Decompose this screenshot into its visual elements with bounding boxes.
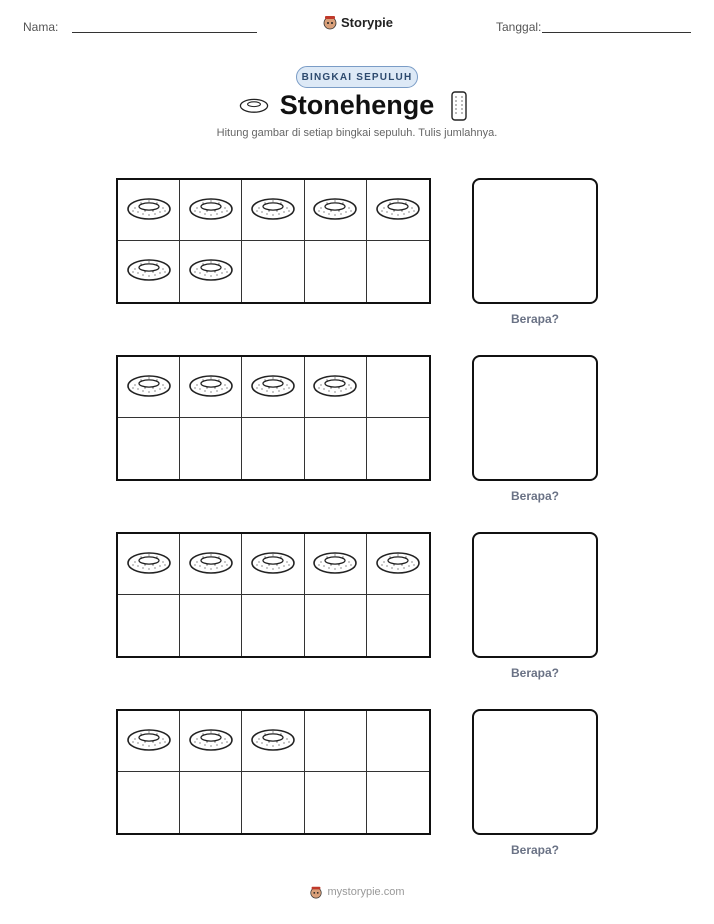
frame-cell — [118, 772, 180, 833]
footer-url: mystorypie.com — [327, 886, 405, 898]
frame-cell — [242, 534, 304, 595]
answer-label-1: Berapa? — [510, 312, 560, 326]
stone-ring-icon — [188, 549, 234, 580]
frame-cell — [242, 418, 304, 479]
frame-cell — [305, 772, 367, 833]
frame-cell — [305, 711, 367, 772]
brand-logo — [322, 14, 393, 30]
instructions: Hitung gambar di setiap bingkai sepuluh. Tulis jumlahnya. — [216, 127, 498, 139]
stone-ring-icon — [126, 372, 172, 403]
frame-cell — [305, 180, 367, 241]
ten-frame-2 — [116, 355, 431, 481]
stone-ring-icon — [188, 726, 234, 757]
frame-cell — [242, 180, 304, 241]
stone-ring-icon — [188, 195, 234, 226]
frame-cell — [305, 534, 367, 595]
frame-cell — [367, 711, 429, 772]
storypie-mascot-icon — [322, 14, 338, 30]
stone-ring-icon — [188, 256, 234, 287]
answer-box-3[interactable] — [472, 532, 598, 658]
page-title: Stonehenge — [279, 90, 435, 120]
stone-ring-icon — [250, 372, 296, 403]
frame-cell — [118, 418, 180, 479]
frame-cell — [305, 241, 367, 302]
frame-cell — [367, 772, 429, 833]
stone-ring-icon — [250, 195, 296, 226]
name-line[interactable] — [72, 32, 257, 33]
frame-cell — [180, 772, 242, 833]
frame-cell — [118, 180, 180, 241]
stone-ring-icon — [126, 549, 172, 580]
frame-cell — [367, 241, 429, 302]
stone-ring-icon — [126, 726, 172, 757]
frame-cell — [118, 534, 180, 595]
frame-cell — [367, 534, 429, 595]
stone-ring-icon — [375, 195, 421, 226]
frame-cell — [242, 241, 304, 302]
frame-cell — [305, 418, 367, 479]
frame-cell — [305, 357, 367, 418]
frame-cell — [242, 357, 304, 418]
ten-frame-3 — [116, 532, 431, 658]
stone-ring-icon — [312, 372, 358, 403]
frame-cell — [367, 357, 429, 418]
frame-cell — [367, 595, 429, 656]
ten-frame-4 — [116, 709, 431, 835]
frame-cell — [242, 595, 304, 656]
stone-ring-icon — [312, 195, 358, 226]
answer-box-4[interactable] — [472, 709, 598, 835]
frame-cell — [118, 595, 180, 656]
frame-cell — [180, 357, 242, 418]
frame-cell — [118, 357, 180, 418]
answer-label-3: Berapa? — [510, 666, 560, 680]
footer — [0, 885, 714, 899]
answer-box-2[interactable] — [472, 355, 598, 481]
stone-ring-icon — [126, 256, 172, 287]
storypie-mascot-icon — [309, 885, 323, 899]
frame-cell — [180, 534, 242, 595]
frame-cell — [180, 595, 242, 656]
frame-cell — [367, 180, 429, 241]
date-label: Tanggal: — [496, 20, 542, 34]
answer-label-4: Berapa? — [510, 843, 560, 857]
frame-cell — [242, 772, 304, 833]
stone-ring-icon — [312, 549, 358, 580]
answer-label-2: Berapa? — [510, 489, 560, 503]
stone-ring-icon — [188, 372, 234, 403]
ten-frame-1 — [116, 178, 431, 304]
frame-cell — [180, 711, 242, 772]
stone-ring-icon — [375, 549, 421, 580]
frame-cell — [180, 241, 242, 302]
brand-name: Storypie — [341, 14, 394, 30]
frame-cell — [118, 711, 180, 772]
frame-cell — [180, 180, 242, 241]
frame-cell — [180, 418, 242, 479]
frame-cell — [242, 711, 304, 772]
worksheet-badge: BINGKAI SEPULUH — [296, 66, 418, 88]
answer-box-1[interactable] — [472, 178, 598, 304]
date-line[interactable] — [542, 32, 691, 33]
stone-ring-icon — [250, 549, 296, 580]
stone-ring-icon — [250, 726, 296, 757]
frame-cell — [367, 418, 429, 479]
frame-cell — [118, 241, 180, 302]
frame-cell — [305, 595, 367, 656]
name-label: Nama: — [23, 20, 59, 34]
stone-ring-icon — [126, 195, 172, 226]
standing-stone-icon — [449, 90, 469, 122]
